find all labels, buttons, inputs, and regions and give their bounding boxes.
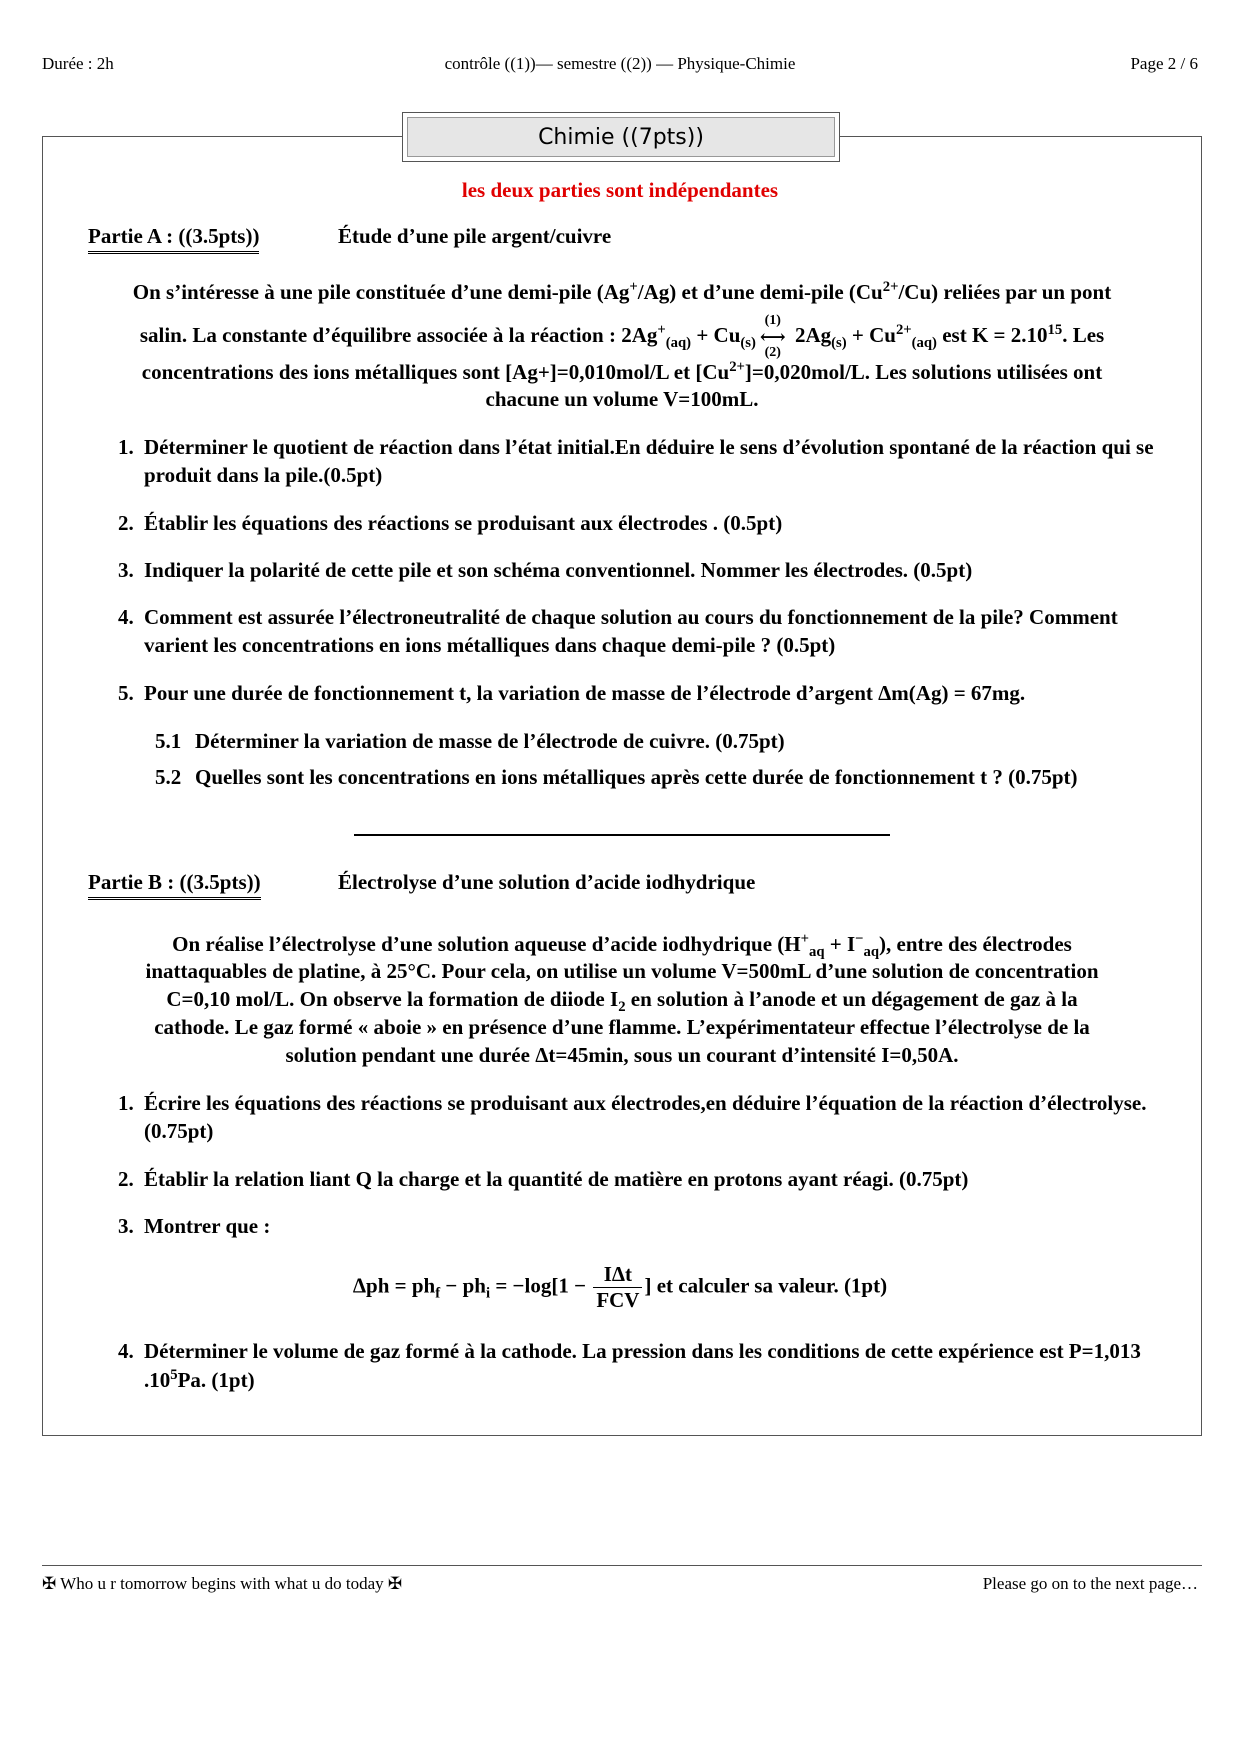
part-b-question-2: 2. Établir la relation liant Q la charge et la quantité de matière en protons ayant réagi. (0.75pt)	[118, 1167, 969, 1191]
part-b-intro-line3: C=0,10 mol/L. On observe la formation de diiode $I_2$ en solution à l’anode et un dégagement de gaz à la	[166, 987, 1078, 1016]
formula-fraction: $\frac{\text{IΔt}}{\text{FCV}}$	[593, 1262, 642, 1313]
part-a-label: Partie A : ((3.5pts))	[88, 224, 259, 254]
section-title: Chimie ((7pts))	[407, 117, 835, 157]
part-a-intro-line1: On s’intéresse à une pile constituée d’une demi-pile (Ag+/Ag) et d’une demi-pile $(Cu^{2+}/Cu)$ reliées par un pont	[132, 279, 1112, 304]
part-a-heading	[88, 224, 612, 254]
part-a-intro-line2: salin. La constante d’équilibre associée à la réaction : $2Ag^+_{(aq)} + Cu_{(s)}$ (1) ⟷ (2) $2Ag_{(s)} + Cu^{2+}_{(aq)}$ est $K = 2.10^{15}$. Les	[139, 313, 1105, 360]
footer-next-page: Please go on to the next page…	[982, 1574, 1198, 1593]
part-b-question-3: 3. Montrer que :	[118, 1214, 271, 1238]
header-page-number: Page 2 / 6	[1130, 54, 1198, 73]
part-b-subtitle: Électrolyse d’une solution d’acide iodhydrique	[338, 870, 756, 894]
part-a-question-1: 1. Déterminer le quotient de réaction dans l’état initial.En déduire le sens d’évolution spontané de la réaction qui se produit dans la pile.(0.5pt)	[118, 435, 1154, 487]
part-b-intro-line5: solution pendant une durée Δt=45min, sous un courant d’intensité I=0,50A.	[285, 1043, 959, 1067]
part-b-intro-line4: cathode. Le gaz formé « aboie » en présence d’une flamme. L’expérimentateur effectue l’électrolyse de la	[154, 1015, 1090, 1039]
part-a-question-4: 4. Comment est assurée l’électroneutralité de chaque solution au cours du fonctionnement de la pile? Comment varient les concentrations en ions métalliques dans chaque demi-pile ? (0.5pt)	[118, 605, 1118, 657]
part-b-heading	[88, 870, 756, 900]
header-duration: Durée : 2h	[42, 54, 114, 73]
part-a-question-3: 3. Indiquer la polarité de cette pile et son schéma conventionnel. Nommer les électrodes. (0.5pt)	[118, 558, 973, 582]
part-b-question-1: 1. Écrire les équations des réactions se produisant aux électrodes,en déduire l’équation de la réaction d’électrolyse. (0.75pt)	[118, 1091, 1147, 1143]
part-a-question-2: 2. Établir les équations des réactions se produisant aux électrodes . (0.5pt)	[118, 511, 783, 535]
delta-ph-formula: $\Delta ph = ph_f - ph_i = -\log[1$ − $\frac{\text{IΔt}}{\text{FCV}}$ ] et calculer sa valeur. (1pt)	[352, 1262, 888, 1312]
part-b-intro-line1: On réalise l’électrolyse d’une solution aqueuse d’acide iodhydrique $(H^+_{aq} + I^-_{aq})$, entre des électrodes	[172, 931, 1072, 961]
independence-note: les deux parties sont indépendantes	[461, 178, 779, 202]
part-b-label: Partie B : ((3.5pts))	[88, 870, 261, 900]
equilibrium-arrow: (1) ⟷ (2)	[759, 313, 786, 360]
part-a-subquestion-5-1: 5.1 Déterminer la variation de masse de l’électrode de cuivre. (0.75pt)	[155, 729, 785, 753]
part-a-subquestion-5-2: 5.2 Quelles sont les concentrations en ions métalliques après cette durée de fonctionnement t ? (0.75pt)	[155, 765, 1078, 789]
section-divider	[354, 834, 890, 836]
footer-motto: ✠ Who u r tomorrow begins with what u do today ✠	[42, 1574, 403, 1593]
part-a-intro-line4: chacune un volume V=100mL.	[485, 387, 759, 411]
part-a-question-5: 5. Pour une durée de fonctionnement t, la variation de masse de l’électrode d’argent Δm(Ag) = 67mg.	[118, 681, 1026, 705]
section-title-box	[402, 112, 840, 162]
part-b-question-4: 4. Déterminer le volume de gaz formé à la cathode. La pression dans les conditions de cette expérience est P=1,013 $.10^5Pa$. (1pt)	[118, 1339, 1141, 1392]
part-a-intro-line3: concentrations des ions métalliques sont [Ag+]=0,010mol/L et $[Cu^{2+}]=0,020mol/L$. Les solutions utilisées ont	[141, 359, 1103, 384]
header-title: contrôle ((1))— semestre ((2)) — Physique-Chimie	[444, 54, 796, 73]
footer-rule	[42, 1565, 1202, 1566]
part-b-intro-line2: inattaquables de platine, à 25°C. Pour cela, on utilise un volume V=500mL d’une solution de concentration	[145, 959, 1099, 983]
part-a-subtitle: Étude d’une pile argent/cuivre	[338, 224, 612, 248]
